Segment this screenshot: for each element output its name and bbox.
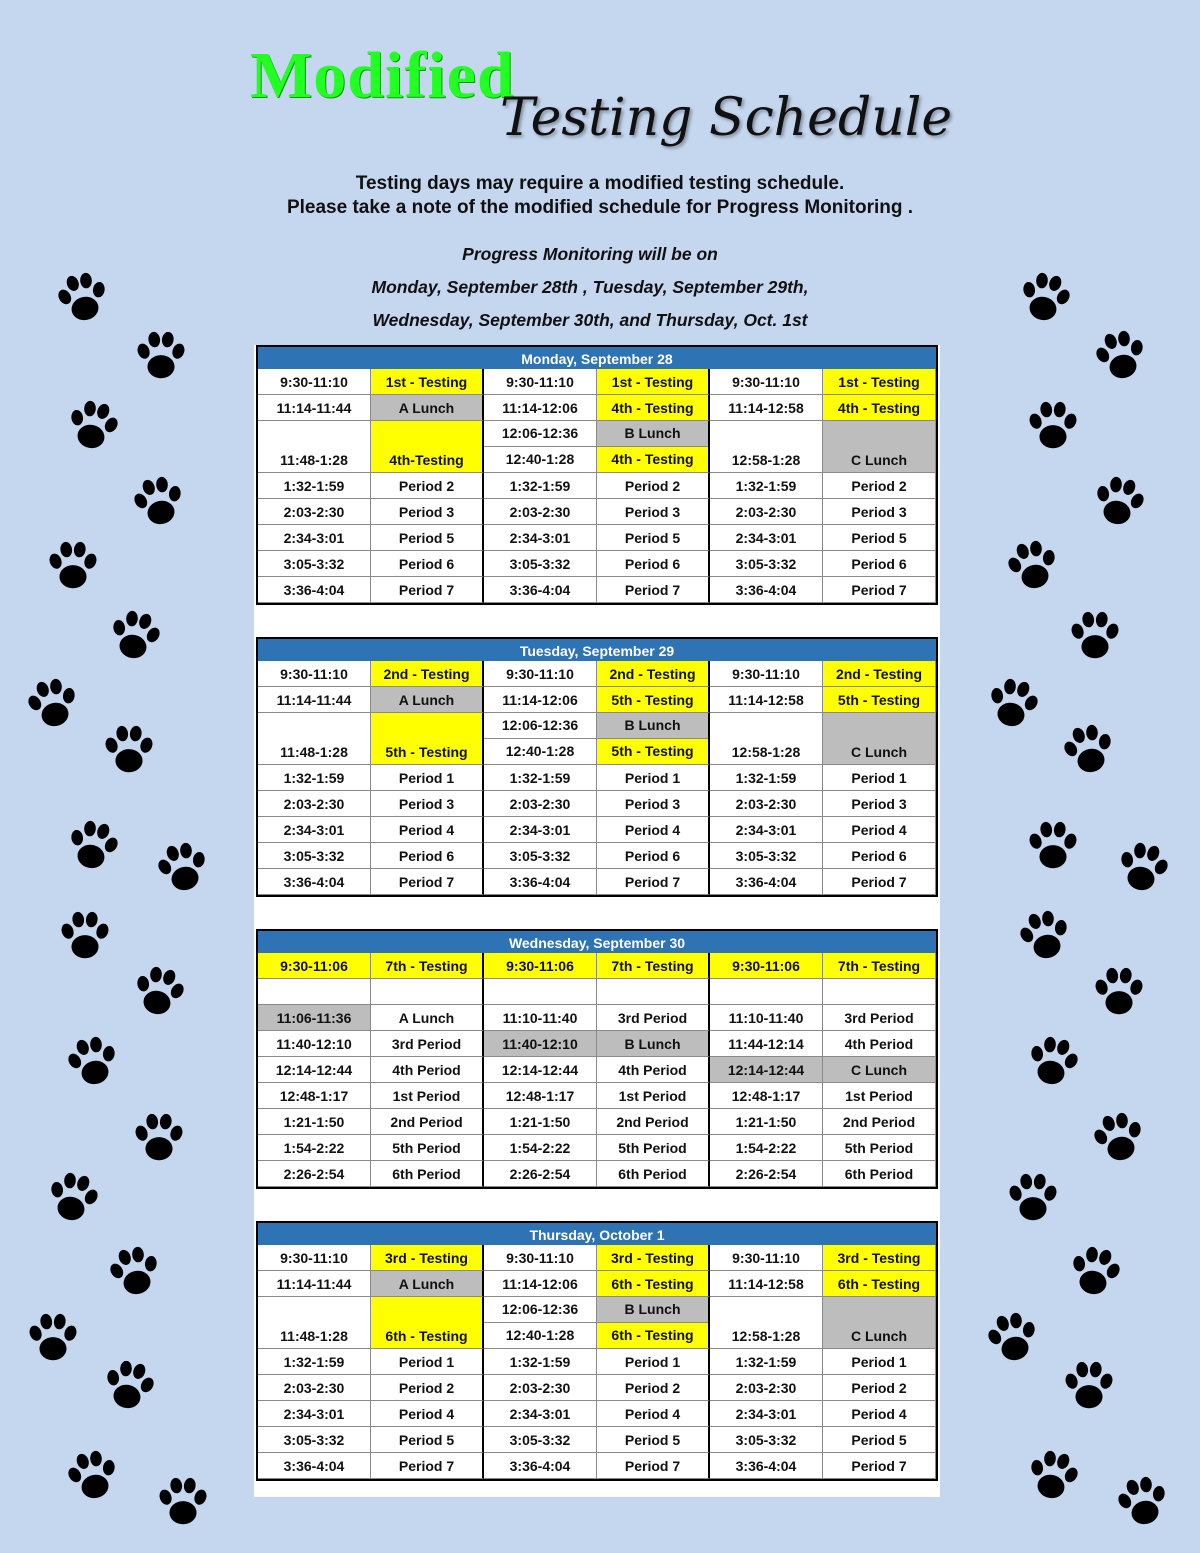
activity-cell: 7th - Testing: [597, 953, 710, 979]
intro-line-2: Please take a note of the modified schedule for Progress Monitoring .: [286, 197, 914, 218]
time-cell: 11:44-12:14: [710, 1031, 823, 1057]
paw-print-icon: [979, 1305, 1048, 1374]
activity-cell: Period 3: [371, 791, 484, 817]
time-cell: 12:06-12:36: [484, 1297, 596, 1323]
time-cell: 11:14-12:06: [484, 1271, 597, 1297]
intro-line-1: Testing days may require a modified testing schedule.: [355, 173, 845, 194]
time-cell: 11:48-1:28: [258, 421, 371, 473]
time-cell: 1:32-1:59: [484, 1349, 597, 1375]
activity-cell: 6th Period: [597, 1161, 710, 1187]
testing-cell: 4th - Testing: [597, 447, 708, 472]
activity-cell: 5th Period: [371, 1135, 484, 1161]
pm-line-1: Progress Monitoring will be on: [462, 244, 718, 264]
time-cell: 12:58-1:28: [710, 421, 823, 473]
time-cell: 1:32-1:59: [710, 765, 823, 791]
activity-cell: Period 6: [371, 551, 484, 577]
time-cell: 1:54-2:22: [484, 1135, 597, 1161]
activity-cell: Period 2: [823, 1375, 936, 1401]
time-cell: 9:30-11:06: [484, 953, 597, 979]
time-cell: 2:34-3:01: [258, 1401, 371, 1427]
activity-cell: 7th - Testing: [823, 953, 936, 979]
paw-print-icon: [1109, 835, 1178, 904]
activity-cell: Period 2: [597, 473, 710, 499]
paw-print-icon: [130, 1110, 188, 1168]
time-cell: 1:32-1:59: [710, 473, 823, 499]
time-cell: 9:30-11:10: [258, 1245, 371, 1271]
activity-cell: Period 5: [371, 525, 484, 551]
activity-cell: Period 3: [371, 499, 484, 525]
day-title: Monday, September 28: [256, 345, 938, 369]
activity-cell: Period 6: [823, 551, 936, 577]
paw-print-icon: [132, 328, 190, 386]
paw-print-icon: [999, 533, 1068, 602]
activity-cell: Period 2: [597, 1375, 710, 1401]
testing-cell: 6th - Testing: [597, 1271, 710, 1297]
activity-cell: Period 7: [371, 869, 484, 895]
testing-cell: 2nd - Testing: [371, 661, 484, 687]
time-cell: 1:32-1:59: [484, 473, 597, 499]
activity-cell: Period 1: [823, 1349, 936, 1375]
paw-print-icon: [1090, 964, 1148, 1022]
time-cell: 2:03-2:30: [258, 499, 371, 525]
schedule-grid: [256, 369, 938, 605]
activity-cell: C Lunch: [823, 1057, 936, 1083]
activity-cell: Period 5: [823, 1427, 936, 1453]
activity-cell: B Lunch: [597, 1031, 710, 1057]
time-cell: 2:26-2:54: [710, 1161, 823, 1187]
activity-cell: Period 7: [597, 869, 710, 895]
time-cell: 1:54-2:22: [258, 1135, 371, 1161]
b-lunch-activity-stack: [597, 713, 710, 765]
time-cell: 3:36-4:04: [710, 869, 823, 895]
paw-print-icon: [125, 959, 194, 1028]
testing-cell: 2nd - Testing: [823, 661, 936, 687]
time-cell: 2:03-2:30: [258, 1375, 371, 1401]
time-cell: 2:34-3:01: [258, 525, 371, 551]
time-cell: 11:40-12:10: [484, 1031, 597, 1057]
activity-cell: Period 2: [823, 473, 936, 499]
time-cell: 11:14-12:58: [710, 687, 823, 713]
testing-cell: 5th - Testing: [597, 739, 708, 764]
paw-print-icon: [1024, 398, 1082, 456]
title-testing-schedule: Testing Schedule: [500, 88, 953, 148]
time-cell: 2:34-3:01: [710, 1401, 823, 1427]
time-cell: 9:30-11:06: [258, 953, 371, 979]
activity-cell: Period 2: [371, 473, 484, 499]
time-cell: 2:03-2:30: [484, 791, 597, 817]
activity-cell: 2nd Period: [597, 1109, 710, 1135]
time-cell: 2:34-3:01: [484, 1401, 597, 1427]
time-cell: 2:34-3:01: [710, 525, 823, 551]
activity-cell: 2nd Period: [823, 1109, 936, 1135]
schedule-sheet: [254, 345, 940, 1497]
testing-cell: 6th - Testing: [371, 1297, 484, 1349]
time-cell: 1:54-2:22: [710, 1135, 823, 1161]
day-schedule-table: [256, 637, 938, 897]
lunch-cell: A Lunch: [371, 395, 484, 421]
activity-cell: Period 1: [597, 765, 710, 791]
lunch-cell: C Lunch: [823, 1297, 936, 1349]
activity-cell: Period 5: [823, 525, 936, 551]
schedule-grid: [256, 661, 938, 897]
activity-cell: 3rd Period: [371, 1031, 484, 1057]
time-cell: 2:34-3:01: [710, 817, 823, 843]
time-cell: 9:30-11:10: [484, 661, 597, 687]
pm-line-3: Wednesday, September 30th, and Thursday, Oct. 1st: [372, 310, 808, 330]
time-cell: 11:48-1:28: [258, 1297, 371, 1349]
time-cell: 3:05-3:32: [710, 551, 823, 577]
activity-cell: Period 6: [597, 843, 710, 869]
activity-cell: Period 6: [823, 843, 936, 869]
time-cell: 3:36-4:04: [258, 1453, 371, 1479]
time-cell: 2:03-2:30: [710, 499, 823, 525]
time-cell: 3:05-3:32: [710, 843, 823, 869]
testing-cell: 3rd - Testing: [371, 1245, 484, 1271]
lunch-cell: B Lunch: [597, 421, 708, 447]
testing-cell: 1st - Testing: [371, 369, 484, 395]
paw-print-icon: [59, 813, 128, 882]
testing-cell: 3rd - Testing: [823, 1245, 936, 1271]
paw-print-icon: [101, 603, 170, 672]
activity-cell: 1st Period: [371, 1083, 484, 1109]
time-cell: 11:14-11:44: [258, 1271, 371, 1297]
activity-cell: 6th Period: [371, 1161, 484, 1187]
activity-cell: [371, 979, 484, 1005]
paw-print-icon: [95, 1353, 164, 1422]
paw-print-icon: [1060, 1358, 1118, 1416]
time-cell: 12:14-12:44: [484, 1057, 597, 1083]
activity-cell: Period 7: [371, 577, 484, 603]
time-cell: 9:30-11:10: [710, 369, 823, 395]
paw-print-icon: [1109, 1469, 1178, 1538]
activity-cell: [823, 979, 936, 1005]
activity-cell: 1st Period: [823, 1083, 936, 1109]
activity-cell: [597, 979, 710, 1005]
testing-cell: 5th - Testing: [371, 713, 484, 765]
time-cell: 12:48-1:17: [710, 1083, 823, 1109]
time-cell: 2:03-2:30: [710, 791, 823, 817]
paw-print-icon: [59, 1029, 128, 1098]
activity-cell: Period 6: [371, 843, 484, 869]
time-cell: 12:14-12:44: [710, 1057, 823, 1083]
time-cell: 12:48-1:17: [484, 1083, 597, 1109]
time-cell: 2:26-2:54: [258, 1161, 371, 1187]
activity-cell: Period 7: [823, 1453, 936, 1479]
schedule-grid: [256, 1245, 938, 1481]
time-cell: 2:34-3:01: [484, 525, 597, 551]
time-cell: 3:36-4:04: [258, 869, 371, 895]
lunch-cell: B Lunch: [597, 1297, 708, 1323]
time-cell: 2:34-3:01: [484, 817, 597, 843]
time-cell: 9:30-11:10: [258, 369, 371, 395]
activity-cell: Period 4: [597, 1401, 710, 1427]
testing-cell: 1st - Testing: [597, 369, 710, 395]
time-cell: 3:05-3:32: [710, 1427, 823, 1453]
paw-print-icon: [59, 393, 128, 462]
day-schedule-table: [256, 929, 938, 1189]
time-cell: 12:48-1:17: [258, 1083, 371, 1109]
title-modified: Modified: [250, 39, 515, 112]
paw-print-icon: [1087, 323, 1156, 392]
time-cell: 3:36-4:04: [258, 577, 371, 603]
time-cell: 12:06-12:36: [484, 713, 596, 739]
day-title: Thursday, October 1: [256, 1221, 938, 1245]
time-cell: 9:30-11:10: [710, 661, 823, 687]
time-cell: 11:14-12:06: [484, 687, 597, 713]
time-cell: 11:06-11:36: [258, 1005, 371, 1031]
time-cell: 1:32-1:59: [484, 765, 597, 791]
paw-print-icon: [100, 722, 158, 780]
paw-print-icon: [101, 1239, 170, 1308]
time-cell: 1:32-1:59: [258, 1349, 371, 1375]
time-cell: 2:03-2:30: [484, 499, 597, 525]
activity-cell: Period 4: [371, 1401, 484, 1427]
lunch-cell: B Lunch: [597, 713, 708, 739]
testing-cell: 5th - Testing: [597, 687, 710, 713]
time-cell: 9:30-11:06: [710, 953, 823, 979]
activity-cell: 7th - Testing: [371, 953, 484, 979]
time-cell: 11:48-1:28: [258, 713, 371, 765]
activity-cell: Period 4: [823, 817, 936, 843]
activity-cell: Period 7: [597, 1453, 710, 1479]
time-cell: 3:36-4:04: [710, 1453, 823, 1479]
time-cell: 3:05-3:32: [258, 1427, 371, 1453]
time-cell: 3:05-3:32: [258, 843, 371, 869]
time-cell: 9:30-11:10: [710, 1245, 823, 1271]
paw-print-icon: [19, 671, 88, 740]
time-cell: 3:05-3:32: [484, 551, 597, 577]
pm-line-2: Monday, September 28th , Tuesday, September 29th,: [371, 277, 809, 297]
testing-cell: 6th - Testing: [597, 1323, 708, 1348]
paw-print-icon: [49, 265, 118, 334]
testing-cell: 4th-Testing: [371, 421, 484, 473]
activity-cell: Period 6: [597, 551, 710, 577]
activity-cell: Period 2: [371, 1375, 484, 1401]
time-cell: 9:30-11:10: [484, 1245, 597, 1271]
b-lunch-activity-stack: [597, 1297, 710, 1349]
time-cell: 11:40-12:10: [258, 1031, 371, 1057]
b-lunch-time-stack: [484, 421, 597, 473]
time-cell: 3:36-4:04: [484, 1453, 597, 1479]
activity-cell: 4th Period: [823, 1031, 936, 1057]
day-title: Wednesday, September 30: [256, 929, 938, 953]
time-cell: 9:30-11:10: [484, 369, 597, 395]
activity-cell: Period 1: [597, 1349, 710, 1375]
paw-print-icon: [1066, 608, 1124, 666]
activity-cell: Period 4: [371, 817, 484, 843]
b-lunch-time-stack: [484, 713, 597, 765]
time-cell: [710, 979, 823, 1005]
paw-print-icon: [154, 1474, 212, 1532]
time-cell: 1:21-1:50: [484, 1109, 597, 1135]
activity-cell: 2nd Period: [371, 1109, 484, 1135]
activity-cell: Period 3: [823, 499, 936, 525]
day-schedule-table: [256, 345, 938, 605]
paw-print-icon: [1011, 265, 1080, 334]
time-cell: 12:58-1:28: [710, 1297, 823, 1349]
paw-print-icon: [1055, 717, 1124, 786]
testing-cell: 1st - Testing: [823, 369, 936, 395]
schedule-grid: [256, 953, 938, 1189]
activity-cell: Period 5: [371, 1427, 484, 1453]
time-cell: 3:05-3:32: [484, 1427, 597, 1453]
paw-print-icon: [1019, 1443, 1088, 1512]
activity-cell: 4th Period: [371, 1057, 484, 1083]
time-cell: 12:40-1:28: [505, 451, 575, 468]
activity-cell: 1st Period: [597, 1083, 710, 1109]
time-cell: 2:03-2:30: [710, 1375, 823, 1401]
activity-cell: 5th Period: [597, 1135, 710, 1161]
activity-cell: Period 3: [597, 499, 710, 525]
time-cell: 11:10-11:40: [484, 1005, 597, 1031]
activity-cell: Period 4: [597, 817, 710, 843]
time-cell: 2:03-2:30: [484, 1375, 597, 1401]
activity-cell: Period 7: [597, 577, 710, 603]
activity-cell: Period 1: [823, 765, 936, 791]
activity-cell: Period 5: [597, 525, 710, 551]
day-schedule-table: [256, 1221, 938, 1481]
activity-cell: Period 1: [371, 1349, 484, 1375]
lunch-cell: C Lunch: [823, 421, 936, 473]
day-title: Tuesday, September 29: [256, 637, 938, 661]
time-cell: [484, 979, 597, 1005]
paw-print-icon: [59, 1443, 128, 1512]
time-cell: 11:14-11:44: [258, 687, 371, 713]
lunch-cell: C Lunch: [823, 713, 936, 765]
activity-cell: 3rd Period: [823, 1005, 936, 1031]
paw-print-icon: [979, 671, 1048, 740]
intro-text: [200, 172, 1000, 220]
time-cell: 11:14-12:58: [710, 395, 823, 421]
time-cell: 12:14-12:44: [258, 1057, 371, 1083]
time-cell: 1:32-1:59: [258, 473, 371, 499]
time-cell: 1:32-1:59: [710, 1349, 823, 1375]
activity-cell: Period 7: [371, 1453, 484, 1479]
activity-cell: Period 3: [597, 791, 710, 817]
time-cell: 3:36-4:04: [484, 577, 597, 603]
time-cell: 2:34-3:01: [258, 817, 371, 843]
lunch-cell: A Lunch: [371, 687, 484, 713]
time-cell: 2:26-2:54: [484, 1161, 597, 1187]
paw-print-icon: [44, 538, 102, 596]
activity-cell: 5th Period: [823, 1135, 936, 1161]
paw-print-icon: [149, 835, 218, 904]
paw-print-icon: [1085, 469, 1154, 538]
time-cell: 1:21-1:50: [258, 1109, 371, 1135]
testing-cell: 4th - Testing: [597, 395, 710, 421]
paw-print-icon: [1019, 1029, 1088, 1098]
paw-print-icon: [56, 908, 114, 966]
time-cell: 9:30-11:10: [258, 661, 371, 687]
paw-print-icon: [24, 1310, 82, 1368]
activity-cell: Period 3: [823, 791, 936, 817]
paw-print-icon: [1085, 1105, 1154, 1174]
time-cell: 3:36-4:04: [710, 577, 823, 603]
time-cell: 12:40-1:28: [505, 743, 575, 760]
paw-print-icon: [1061, 1239, 1130, 1308]
paw-print-icon: [1024, 818, 1082, 876]
paw-print-icon: [125, 469, 194, 538]
time-cell: 12:58-1:28: [710, 713, 823, 765]
time-cell: 11:14-12:06: [484, 395, 597, 421]
activity-cell: A Lunch: [371, 1005, 484, 1031]
activity-cell: Period 7: [823, 869, 936, 895]
time-cell: 3:36-4:04: [484, 869, 597, 895]
time-cell: 11:14-12:58: [710, 1271, 823, 1297]
testing-cell: 5th - Testing: [823, 687, 936, 713]
time-cell: 11:10-11:40: [710, 1005, 823, 1031]
time-cell: 12:40-1:28: [505, 1327, 575, 1344]
activity-cell: 3rd Period: [597, 1005, 710, 1031]
activity-cell: Period 5: [597, 1427, 710, 1453]
activity-cell: 6th Period: [823, 1161, 936, 1187]
time-cell: [258, 979, 371, 1005]
progress-monitoring-notice: [200, 238, 980, 337]
b-lunch-time-stack: [484, 1297, 597, 1349]
paw-print-icon: [39, 1165, 108, 1234]
testing-cell: 3rd - Testing: [597, 1245, 710, 1271]
testing-cell: 4th - Testing: [823, 395, 936, 421]
time-cell: 1:21-1:50: [710, 1109, 823, 1135]
b-lunch-activity-stack: [597, 421, 710, 473]
testing-cell: 6th - Testing: [823, 1271, 936, 1297]
lunch-cell: A Lunch: [371, 1271, 484, 1297]
activity-cell: Period 7: [823, 577, 936, 603]
paw-print-icon: [1011, 903, 1080, 972]
activity-cell: Period 4: [823, 1401, 936, 1427]
testing-cell: 2nd - Testing: [597, 661, 710, 687]
time-cell: 12:06-12:36: [484, 421, 596, 447]
paw-print-icon: [1004, 1170, 1062, 1228]
activity-cell: 4th Period: [597, 1057, 710, 1083]
time-cell: 1:32-1:59: [258, 765, 371, 791]
activity-cell: Period 1: [371, 765, 484, 791]
time-cell: 3:05-3:32: [484, 843, 597, 869]
time-cell: 11:14-11:44: [258, 395, 371, 421]
time-cell: 3:05-3:32: [258, 551, 371, 577]
time-cell: 2:03-2:30: [258, 791, 371, 817]
